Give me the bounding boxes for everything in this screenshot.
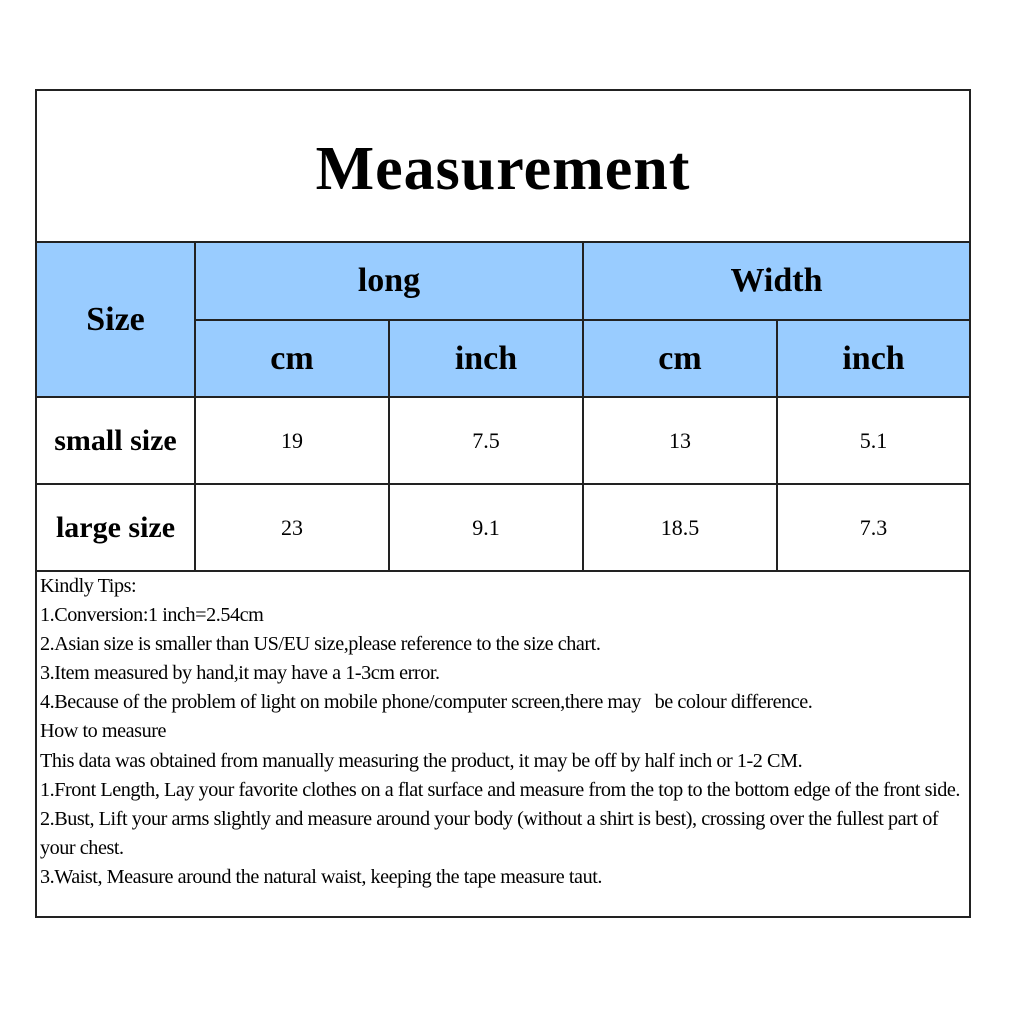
- table-cell: 18.5: [583, 484, 777, 571]
- size-header: Size: [37, 243, 195, 397]
- table-cell: 9.1: [389, 484, 583, 571]
- table-row: [37, 397, 969, 484]
- measure-item: 1.Front Length, Lay your favorite clothes on a flat surface and measure from the top to the bottom edge of the front side.: [40, 778, 960, 801]
- tip-item: 3.Item measured by hand,it may have a 1-3cm error.: [40, 662, 440, 685]
- row-label-large: large size: [37, 484, 195, 571]
- size-table: [37, 243, 969, 572]
- tips-section: [40, 572, 966, 892]
- table-cell: 23: [195, 484, 389, 571]
- row-label-small: small size: [37, 397, 195, 484]
- measure-item: 2.Bust, Lift your arms slightly and measure around your body (without a shirt is best), crossing over the fullest part of your chest.: [40, 807, 943, 859]
- tip-item: 4.Because of the problem of light on mobile phone/computer screen,there may be colour difference.: [40, 691, 813, 714]
- table-cell: 13: [583, 397, 777, 484]
- unit-header-long-cm: cm: [195, 320, 389, 397]
- measure-heading: How to measure: [40, 720, 167, 743]
- title-row: [37, 91, 969, 243]
- table-row: [37, 484, 969, 571]
- size-chart-frame: [35, 89, 971, 918]
- tip-item: 2.Asian size is smaller than US/EU size,please reference to the size chart.: [40, 633, 601, 656]
- measure-note: This data was obtained from manually measuring the product, it may be off by half inch or 1-2 CM.: [40, 749, 803, 772]
- table-cell: 5.1: [777, 397, 969, 484]
- width-header: Width: [583, 243, 969, 320]
- unit-header-width-cm: cm: [583, 320, 777, 397]
- long-header: long: [195, 243, 583, 320]
- unit-header-long-inch: inch: [389, 320, 583, 397]
- page-title: Measurement: [315, 134, 691, 203]
- unit-header-width-inch: inch: [777, 320, 969, 397]
- table-cell: 7.5: [389, 397, 583, 484]
- measure-item: 3.Waist, Measure around the natural waist, keeping the tape measure taut.: [40, 865, 602, 888]
- table-cell: 7.3: [777, 484, 969, 571]
- tips-heading: Kindly Tips:: [40, 575, 137, 597]
- table-header-row: [37, 243, 969, 320]
- table-cell: 19: [195, 397, 389, 484]
- tip-item: 1.Conversion:1 inch=2.54cm: [40, 604, 264, 627]
